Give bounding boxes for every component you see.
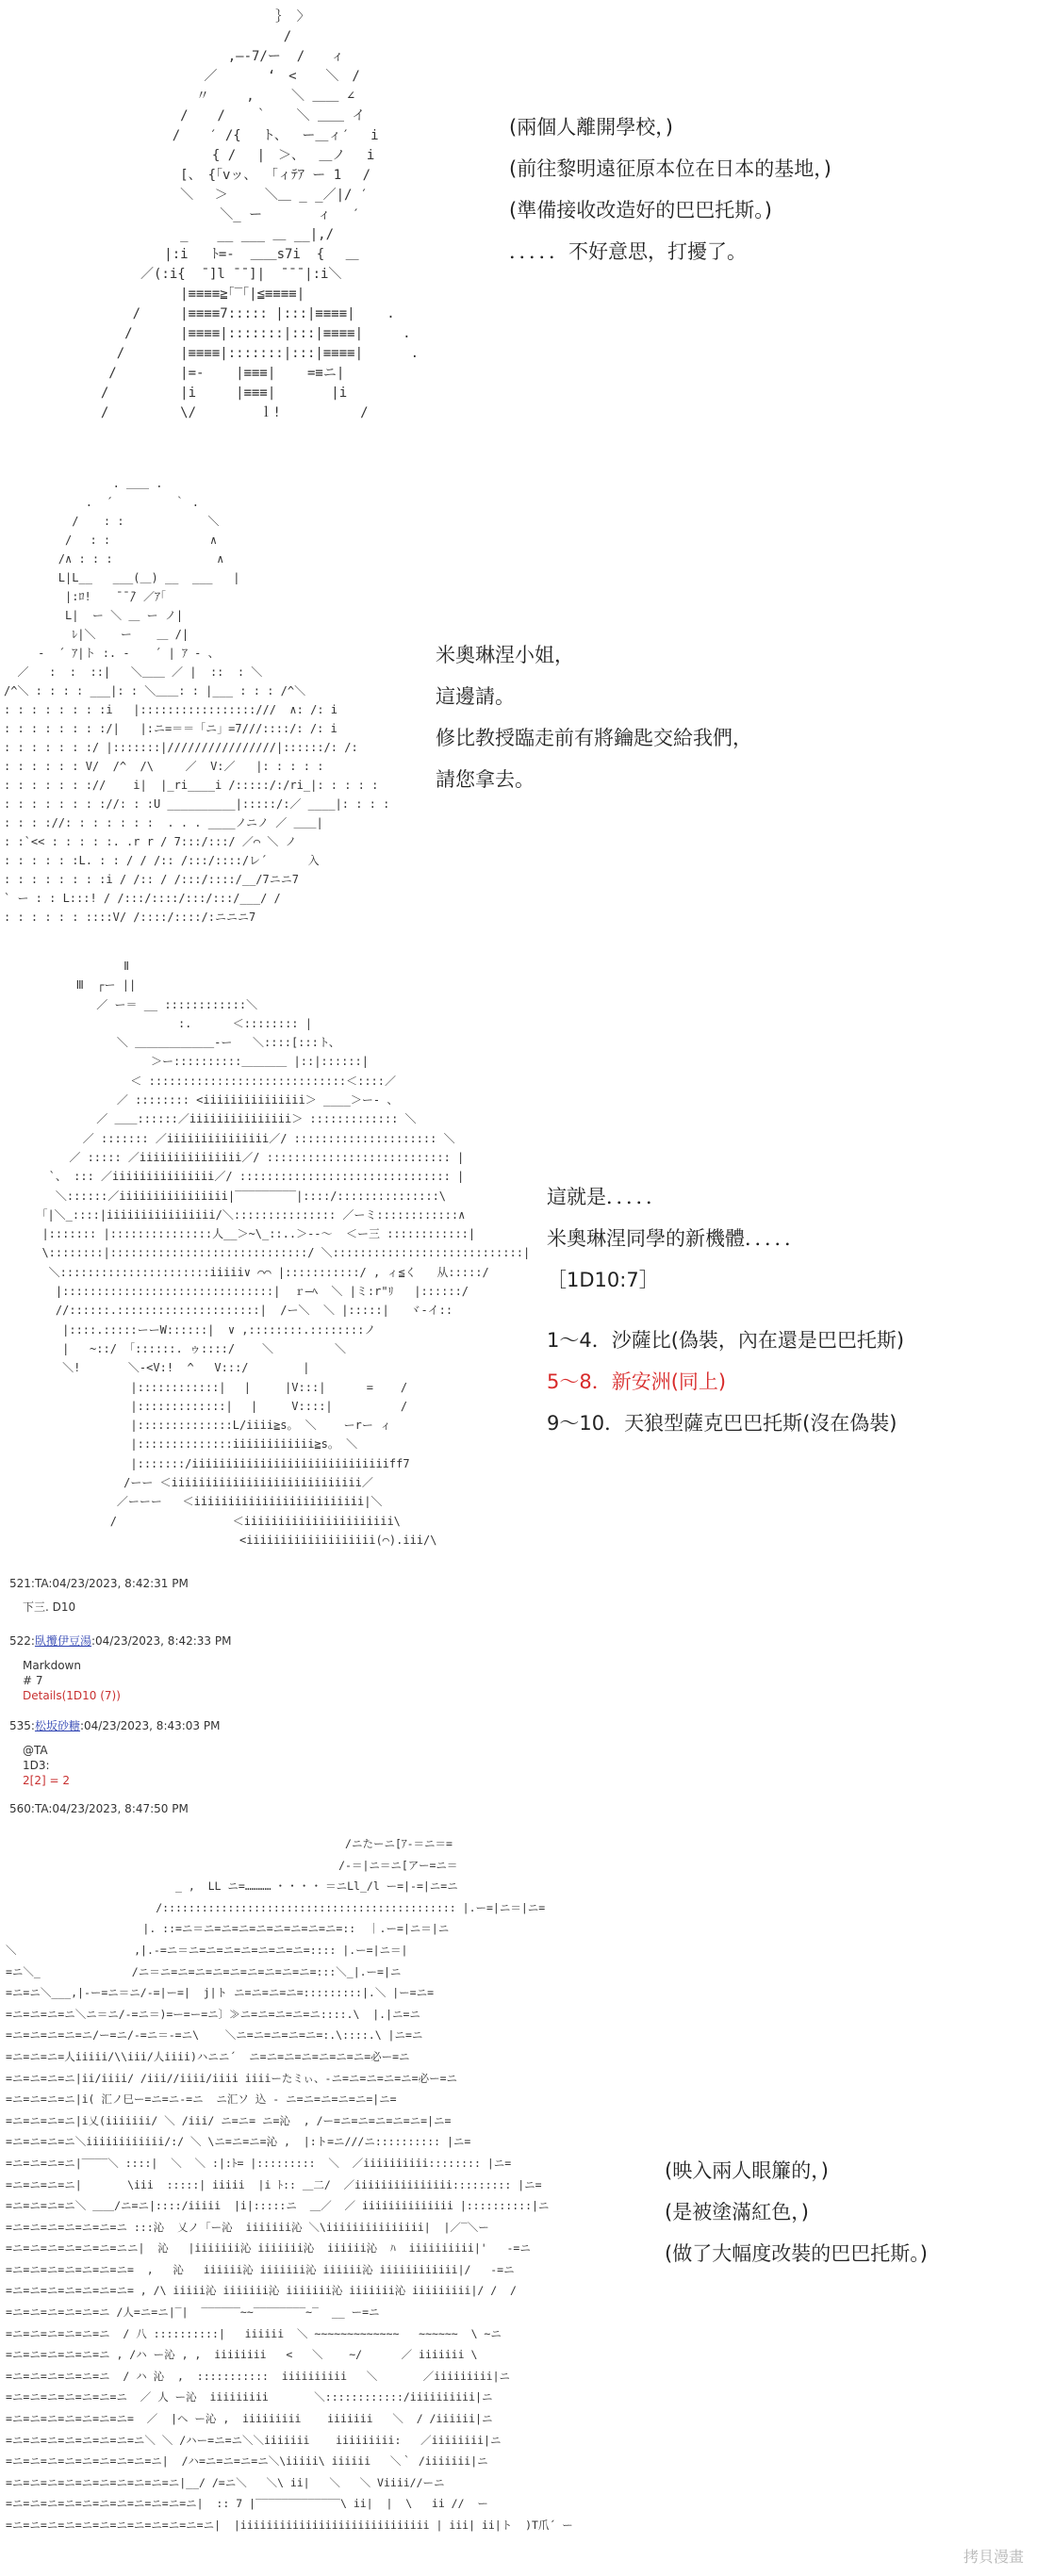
ascii-art-line: : : : : : : ::::V/ /::::/::::/:ニニニ7 (4, 911, 256, 924)
caption-line: 米奧琳涅同學的新機體．．．．． (547, 1227, 804, 1250)
ascii-art-line: |::::::::::::| | |V:::| = / (28, 1380, 408, 1394)
ascii-art-line: /^＼ : : : : ___|: : ＼＿＿: : |___ : : : /^＼ (4, 684, 306, 697)
ascii-art-line: /ニたーニ[ｱ-＝ニ＝= (6, 1837, 453, 1850)
ascii-art-line: =ニ=ニ=ニ=ニ=ニ=ニ=ニ=ニ＼ ＼ /ハー=ニ=ニ＼＼iiiiiii iiiiiiiii: ／iiiiiiii|ニ (6, 2433, 502, 2447)
ascii-art-line: . ＿＿ . (4, 477, 163, 490)
ascii-art-line: : : : : : : : :i / /:: / /:::/::::/__/7ニニ7 (4, 873, 299, 886)
ascii-art-line: ＜ :::::::::::::::::::::::::::::＜::::／ (28, 1074, 397, 1088)
ascii-art-line: ／ ::::: ／iiiiiiiiiiiiiii／/ ::::::::::::::::::::::::::: | (28, 1150, 465, 1164)
ascii-art-line: /∧ : : : ∧ (4, 552, 224, 566)
poster-name-link[interactable]: 松坂砂糖 (34, 1719, 80, 1732)
caption-line: (準備接收改造好的巴巴托斯。) (509, 199, 772, 222)
post-number: 522: (9, 1634, 35, 1648)
ascii-art-line: =ニ=ニ=ニ=ニ＼ニ＝ニ/-=ニ＝)=ー=ー=ニ〕≫ニ=ニ=ニ=ニ=ニ::::.\ |.|ニ=ニ (6, 2007, 420, 2021)
ascii-art-line: ｢|＼_::::|iiiiiiiiiiiiiiii/＼::::::::::::::: ／ーミ::::::::::::∧ (28, 1207, 466, 1222)
ascii-art-line: : : : : : : : :i |:::::::::::::::::/// ∧: /: i (4, 703, 338, 716)
ascii-art-line: =ニ=ニ=ニ=ニ=ニ=ニ , /ハ ー沁 , , iiiiiiii < ＼ ~/ ／ iiiiiii \ (6, 2348, 478, 2362)
post-timestamp: :04/23/2023, 8:42:33 PM (91, 1634, 232, 1648)
caption-line: (前往黎明遠征原本位在日本的基地，) (509, 157, 831, 180)
ascii-art-line: =ニ=ニ=ニ=ニ=ニ=ニ=ニ= , 沁 iiiiii沁 iiiiiii沁 iiiiii沁 iiiiiiiiiiii|/ -=ニ (6, 2262, 515, 2276)
details-link[interactable]: Details(1D10 (7)) (23, 1689, 121, 1703)
ascii-art-line: \::::::::|:::::::::::::::::::::::::::::/ ＼::::::::::::::::::::::::::::| (28, 1246, 531, 1260)
ascii-art-line: |:::::::/iiiiiiiiiiiiiiiiiiiiiiiiiiiiiff7 (28, 1456, 410, 1470)
ascii-art-line: |:::::::::::::| | V::::| / (28, 1399, 408, 1413)
ascii-art-line: / |=- |≡≡≡| =≡ニ| (85, 366, 345, 381)
ascii-art-line: ／ : : ::| ＼＿＿ ／ | :: : ＼ (4, 665, 263, 679)
ascii-art-figure-3 (28, 957, 530, 1550)
caption-line: 米奧琳涅小姐， (436, 644, 574, 666)
ascii-art-line: =ニ=ニ=ニ=ニ=ニ=ニ=ニ=ニ=ニ| /ハ=ニ=ニ=ニ=ニ＼\iiiii\ iiiiii ＼｀ /iiiiiii|ニ (6, 2454, 488, 2469)
ascii-art-line: =ニ=ニ=ニ=ニ=ニ=ニ=ニ=ニ=ニ=ニ|__/ /=ニ＼ ＼\ ii| ＼ ＼ Viiii//ーニ (6, 2475, 445, 2489)
post-header (9, 1717, 220, 1733)
ascii-art-line: <iiiiiiiiiiiiiiiiiii(⌒).iii/\ (28, 1533, 437, 1547)
post-body-line: 1D3: (23, 1759, 50, 1773)
ascii-art-line: /ーー ＜iiiiiiiiiiiiiiiiiiiiiiiiiiii／ (28, 1476, 373, 1490)
ascii-art-line: =ニ=ニ=ニ=ニ=ニ/ー=ニ/-=ニ＝-=ニ\ ＼ニ=ニ=ニ=ニ=ニ=:.\::::.\ |ニ=ニ (6, 2028, 423, 2043)
post-body-line: 下三. D10 (23, 1600, 76, 1614)
ascii-art-line: /::::::::::::::::::::::::::::::::::::::::::::: |.ー=|ニ＝|ニ= (6, 1900, 546, 1914)
ascii-art-line: =ニ=ニ＼___,|-ー=ニ＝ニ/-=|ー=| j|ト ニ=ニ=ニ=ニ=:::::::::|.＼ |ー=ニ= (6, 1986, 435, 2000)
ascii-art-line: ／ ー＝ __ ::::::::::::＼ (28, 997, 258, 1011)
panel-1-captions (509, 118, 831, 284)
ascii-art-line: ＼ ,|.-=ニ＝ニ=ニ=ニ=ニ=ニ=ニ=ニ=:::: |.ー=|ニ＝| (6, 1943, 408, 1957)
ascii-art-line: ‐ ´ ｱ|ト :. ‐ ´ | ｱ ‐ 、 (4, 647, 220, 660)
ascii-art-line: / : : ＼ (4, 515, 220, 528)
ascii-art-line: =ニ=ニ=ニ=ニ=ニ=ニ=ニ :::沁 乂ノ ｢ー沁 iiiiiii沁 ＼\iiiiiiiiiiiiiii| |／‾＼ー (6, 2220, 489, 2234)
option-1: 1～4．沙薩比(偽裝，內在還是巴巴托斯) (547, 1329, 905, 1352)
watermark: 拷貝漫畫 (963, 2548, 1024, 2566)
ascii-art-line: /-＝|ニ＝ニ[アー=ニ＝ (6, 1858, 458, 1872)
ascii-art-line: / |≡≡≡≡|:::::::|:::|≡≡≡≡| . (85, 346, 420, 361)
ascii-art-line: ﾚ|＼ ー ＿ /| (4, 628, 189, 641)
ascii-art-line: L| ー ＼ ＿ ー ノ| (4, 609, 184, 622)
ascii-art-line: `、 ::: ／iiiiiiiiiiiiiii／/ ::::::::::::::::::::::::::::::: | (28, 1170, 465, 1184)
ascii-art-line: :. ＜:::::::: | (28, 1016, 312, 1030)
option-2-selected: 5～8．新安洲(同上) (547, 1370, 727, 1393)
ascii-art-line: ＞ー::::::::::＿＿＿＿ |::|::::::| (28, 1055, 369, 1069)
caption-line: 這就是．．．．． (547, 1186, 666, 1208)
caption-line: (是被塗滿紅色，) (665, 2201, 809, 2223)
panel-3-captions (547, 1188, 904, 1455)
post-header (9, 1633, 231, 1649)
ascii-art-line: =ニ=ニ=ニ=ニ=ニ=ニ / ハ 沁 , ::::::::::: iiiiiiiiii ＼ ／iiiiiiiii|ニ (6, 2369, 510, 2383)
ascii-art-line: ／ ‘ < ＼ / (85, 69, 360, 84)
forum-post-535 (9, 1717, 220, 1789)
ascii-art-line: ＼::::::／iiiiiiiiiiiiiiii|‾‾‾‾‾‾‾‾‾|::::/:::::::::::::::\ (28, 1189, 447, 1203)
caption-line: (映入兩人眼簾的，) (665, 2159, 829, 2182)
ascii-art-figure-2 (4, 474, 389, 927)
ascii-art-line: ＼ ＿＿＿＿＿＿＿-ー ＼::::[:::ト、 (28, 1036, 340, 1050)
ascii-art-line: ／ ＿＿::::::／iiiiiiiiiiiiiii＞ ::::::::::::: ＼ (28, 1112, 417, 1126)
panel-1 (0, 0, 1037, 462)
ascii-art-line: =ニ＼_ /ニ＝ニ=ニ=ニ=ニ=ニ=ニ=ニ=ニ=ニ=:::＼_|.ー=|ニ (6, 1964, 402, 1978)
ascii-art-line: / |≡≡≡≡|:::::::|:::|≡≡≡≡| . (85, 326, 411, 341)
ascii-art-line: : : : : : : :/ |:::::::|////////////////|::::::/: /: (4, 741, 358, 754)
ascii-art-line: ＼_ ー ィ ′ (85, 207, 360, 222)
ascii-art-line: =ニ=ニ=ニ=ニ|i乂(iiiiiii/ ＼ /iii/ ニ=ニ= ニ=沁 , /ー=ニ=ニ=ニ=ニ=ニ=|ニ= (6, 2113, 452, 2127)
caption-line: 請您拿去。 (436, 768, 535, 791)
ascii-art-line: =ニ=ニ=ニ=ニ=ニ=ニ=ニ=ニ=ニ=ニ=ニ| :: 7 |‾‾‾‾‾‾‾‾‾‾‾‾‾\ ii| | \ ii // ー (6, 2497, 488, 2511)
ascii-art-line: =ニ=ニ=ニ=ニ=ニ=ニ / 八 ::::::::::| iiiiii ＼ ~~~~~~~~~~~~~ ~~~~~~ \ ~ニ (6, 2326, 502, 2340)
ascii-art-line: =ニ=ニ=ニ=ニ=ニ=ニ=ニニ| 沁 |iiiiiii沁 iiiiiii沁 iiiiii沁 ﾊ iiiiiiiiii|' -=ニ (6, 2241, 531, 2256)
ascii-art-line: / (85, 29, 300, 44)
panel-3 (0, 957, 1037, 1569)
ascii-art-line: //::::::.:::::::::::::::::::::| /ー＼ ＼ |:::::| ヾ-イ:: (28, 1304, 453, 1318)
ascii-art-line: : : : : : : V/ /^ /\ ／ V:／ |: : : : : (4, 760, 324, 773)
caption-line: 這邊請。 (436, 685, 515, 708)
ascii-art-line: Ⅲ ┌ー || (28, 978, 137, 993)
caption-line: ．．．．．不好意思，打擾了。 (509, 240, 747, 263)
ascii-art-line: =ニ=ニ=ニ=ニ=ニ=ニ=ニ ／ 人 ー沁 iiiiiiiii ＼::::::::::::/iiiiiiiiii|ニ (6, 2390, 493, 2404)
ascii-art-figure-4 (6, 1833, 573, 2536)
panel-2-captions (436, 646, 752, 812)
post-body-line: # 7 (23, 1674, 43, 1688)
ascii-art-line: =ニ=ニ=ニ=ニ| \iii :::::| iiiii |i ﾄ:: ＿二/ ／iiiiiiiiiiiiiii::::::::: |ニ= (6, 2177, 542, 2191)
ascii-art-line: ＼! ＼-<V:! ^ V:::/ | (28, 1361, 310, 1375)
ascii-art-line: =ニ=ニ=ニ=ニ|ii/iiii/ /iii//iiii/iiii iiiiーたミぃ、-ニ=ニ=ニ=ニ=ニ=必ー=ニ (6, 2071, 458, 2085)
post-number: 535: (9, 1719, 35, 1732)
ascii-art-line: =ニ=ニ=ニ=ニ=ニ=ニ=ニ= ／ |ヘ ー沁 , iiiiiiiii iiiiiii ＼ / /iiiiii|ニ (6, 2412, 493, 2426)
ascii-art-line: ` ー : : L:::! / /:::/::::/:::/:::/___/ / (4, 892, 281, 905)
caption-line: (做了大幅度改裝的巴巴托斯。) (665, 2242, 928, 2265)
ascii-art-line: : : : : : : : :/| |:ニ=＝＝「ニ」=7///::::/: /: i (4, 722, 337, 735)
ascii-art-line: : : : : : : : ://: : :U __________|:::::/:／ ____|: : : : (4, 797, 390, 811)
ascii-art-line: =ニ=ニ=ニ=ニ＼iiiiiiiiiiii/:/ ＼ \ニ=ニ=ニ=沁 , |:ト=ニ///ニ:::::::::: |ニ= (6, 2135, 471, 2149)
forum-post-522 (9, 1633, 231, 1704)
ascii-art-line: 〃 , ＼ ＿＿ ∠ (85, 89, 355, 104)
ascii-art-line: =ニ=ニ=ニ=ニ＼ ＿＿/ニ=ニ|::::/iiiii |i|:::::ニ ＿／ ／ iiiiiiiiiiiiii |::::::::::|ニ (6, 2199, 550, 2213)
ascii-art-line: [、 {「vッ、 「ィﾃｱ ー 1 / (85, 168, 371, 183)
ascii-art-line: =ニ=ニ=ニ=人iiiii/\\iii/人iiii)ハニニ´ ニ=ニ=ニ=ニ=ニ=ニ=ニ=必ー=ニ (6, 2049, 410, 2063)
ascii-art-line: / \/ ｌ! / (85, 405, 369, 420)
ascii-art-line: ｝ 〉 (85, 9, 310, 25)
ascii-art-line: |:ﾛ! ̄ ̄ ̄/ ／ｱ｢ (4, 590, 167, 603)
post-body-line: Markdown (23, 1659, 81, 1672)
ascii-art-line: _ __ ___ ＿ __|,/ (85, 227, 335, 242)
caption-line: (兩個人離開學校，) (509, 116, 673, 139)
ascii-art-line: =ニ=ニ=ニ=ニ=ニ=ニ=ニ= , /\ iiiii沁 iiiiiii沁 iiiiiii沁 iiiiiii沁 iiiiiiiii|/ / / (6, 2284, 517, 2298)
ascii-art-line: |. ::=ニ＝ニ=ニ=ニ=ニ=ニ=ニ=ニ=ニ=:: ｜.ー=|ニ＝|ニ (6, 1922, 450, 1936)
panel-2 (0, 467, 1037, 957)
dice-result: 2[2] = 2 (23, 1774, 70, 1788)
ascii-art-line: ／ ::::::: ／iiiiiiiiiiiiiii／/ ::::::::::::::::::::: ＼ (28, 1131, 455, 1145)
caption-spacer (547, 1312, 904, 1331)
ascii-art-line: |::::::::::::::L/iiii≧s。 ＼ ーrー ィ (28, 1419, 392, 1433)
panel-4-captions (665, 2161, 928, 2286)
ascii-art-line: / ＜iiiiiiiiiiiiiiiiiiiiii\ (28, 1514, 401, 1528)
post-timestamp: :04/23/2023, 8:43:03 PM (79, 1719, 221, 1732)
ascii-art-line: | ~::/ 「::::::. ゥ::::/ ＼ ＼ (28, 1341, 346, 1355)
forum-post-521 (9, 1577, 189, 1615)
ascii-art-line: / ′ /{ ト、 ー＿ィ′ i (85, 128, 379, 143)
ascii-art-line: =ニ=ニ=ニ=ニ=ニ=ニ=ニ=ニ=ニ=ニ=ニ=ニ| |iiiiiiiiiiiiiiiiiiiiiiiiiiiii | iii| ii|ト )T爪´ ー (6, 2519, 573, 2532)
ascii-art-line: =ニ=ニ=ニ=ニ=ニ=ニ /人=ニ=ニ|‾| ‾‾‾‾‾‾~~‾‾‾‾‾‾‾‾~‾ __ ー=ニ (6, 2305, 380, 2320)
dice-roll-result: ［1D10:7］ (547, 1269, 659, 1291)
ascii-art-line: |:::::::::::::::::::::::::::::::| ｒ―ﾍ ＼ |ミ:r"ﾘ |::::::/ (28, 1285, 469, 1299)
ascii-art-line: ／ :::::::: <iiiiiiiiiiiiiii＞ ____＞ー‐ 、 (28, 1093, 399, 1108)
ascii-art-line: { / | ＞、 ＿ノ i (85, 148, 375, 163)
caption-line: 修比教授臨走前有將鑰匙交給我們， (436, 727, 752, 749)
option-3: 9～10．天狼型薩克巴巴托斯(沒在偽裝) (547, 1412, 897, 1435)
ascii-art-line: _ , LL ニ=………… ･ ･ ･ ･ ＝ニLl_/l ー=|-=|ニ=ニ (6, 1879, 458, 1894)
ascii-art-line: =ニ=ニ=ニ=ニ|‾‾‾‾＼ ::::| ＼ ＼ :|:ﾄ= |::::::::: ＼ ／iiiiiiiiii:::::::: |ニ= (6, 2156, 512, 2170)
ascii-art-line: |::::.:::::ーーW::::::| ∨ ,::::::::.::::::::ノ (28, 1322, 376, 1337)
ascii-art-line: / / ｀ ＼ ＿＿ イ (85, 108, 366, 123)
ascii-art-line: . ´ ｀ . (4, 496, 199, 509)
ascii-art-line: |:i ﾄ=- ＿＿s7i { ＿ (85, 247, 359, 262)
ascii-art-line: ＼::::::::::::::::::::::iiiii∨ ⌒⌒ |:::::::::::/ , ィ≦く 从:::::/ (28, 1265, 489, 1279)
ascii-art-line: : :`<< : : : : :. .r r / 7:::/:::/ ／⌒ ＼ ノ (4, 835, 297, 848)
ascii-art-line: / |i |≡≡≡| |i (85, 386, 348, 401)
ascii-art-line: =ニ=ニ=ニ=ニ|i( 汇ノ巳ー=ニ=ニ-=ニ ニ汇ソ 込 - ニ=ニ=ニ=ニ=ニ=|ニ= (6, 2092, 397, 2107)
ascii-art-line: L|L__ ___(＿) __ ___ | (4, 571, 240, 584)
ascii-art-line: |≡≡≡≡≧｢‾｢|≦≡≡≡≡| (85, 287, 305, 302)
ascii-art-line: / : : ∧ (4, 533, 218, 547)
ascii-art-line: ／ーーー ＜iiiiiiiiiiiiiiiiiiiiiiiii|＼ (28, 1495, 383, 1509)
ascii-art-line: : : : : : :L. : : / / /:: /:::/::::/レ´ 入 (4, 854, 320, 867)
ascii-art-line: ＼ ＞ ＼＿ _ _／|/ ′ (85, 188, 369, 203)
ascii-art-line: / |≡≡≡≡7::::: |:::|≡≡≡≡| . (85, 306, 395, 321)
ascii-art-line: Ⅱ (28, 960, 130, 973)
panel-4 (0, 1833, 1037, 2568)
ascii-art-line: : : : : : : :// i| |_ri____i /:::::/:/ri_|: : : : : (4, 779, 379, 792)
ascii-art-line: ,―-7/ー / ィ (85, 49, 345, 64)
post-header: 560:TA:04/23/2023, 8:47:50 PM (9, 1802, 189, 1815)
ascii-art-line: : : : ://: : : : : : : . . . ____ノニノ ／ ＿＿| (4, 816, 323, 829)
forum-post-560 (9, 1802, 189, 1825)
ascii-art-line: |::::::::::::::iiiiiiiiiiii≧s。 ＼ (28, 1437, 358, 1452)
post-body-line: @TA (23, 1744, 48, 1757)
post-header: 521:TA:04/23/2023, 8:42:31 PM (9, 1577, 189, 1590)
ascii-art-figure-1 (85, 8, 419, 423)
poster-name-link[interactable]: 臥攬伊豆湯 (34, 1634, 91, 1648)
ascii-art-line: ／(:i{ ̄ ]l ̄ ̄ ]| ̄ ̄ ̄ |:i＼ (85, 267, 342, 282)
ascii-art-line: |::::::: |:::::::::::::::人__＞~\_::..＞-‐～ ＜ー三 ::::::::::::| (28, 1227, 476, 1241)
